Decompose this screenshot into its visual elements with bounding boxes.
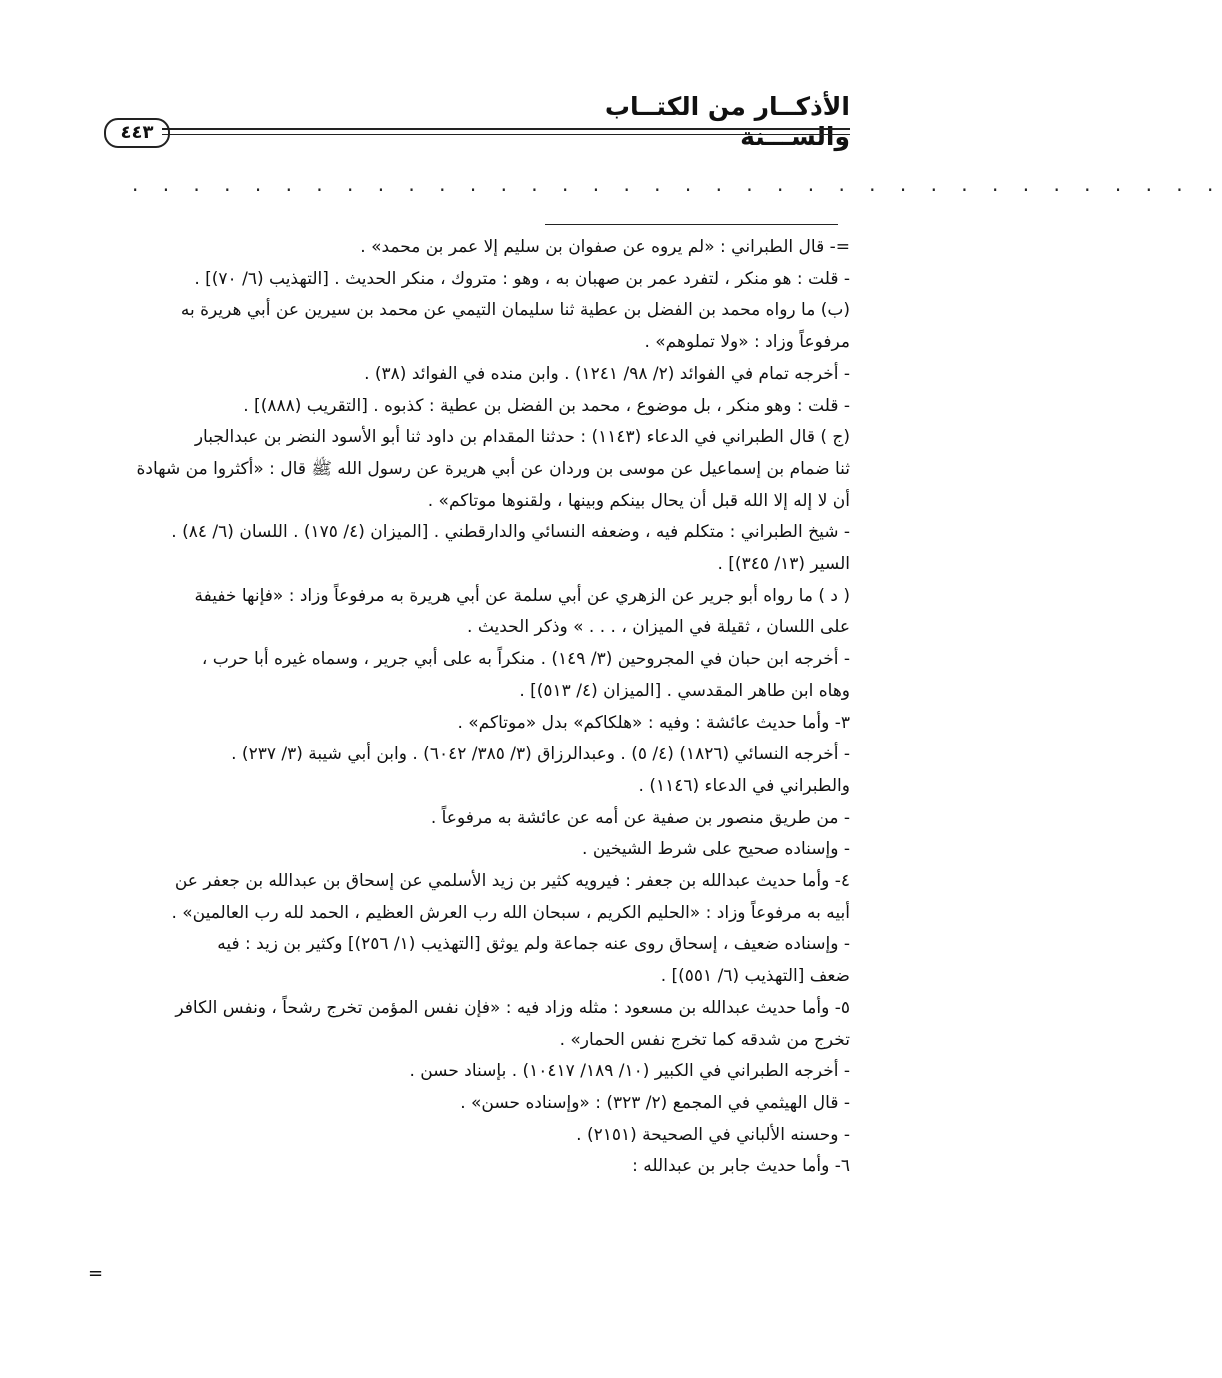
running-header-title: الأذكــار من الكتــاب والســـنة [604, 92, 850, 151]
text-line: - شيخ الطبراني : متكلم فيه ، وضعفه النسائي والدارقطني . [الميزان (٤/ ١٧٥) . اللسان (٦/ ٨٤) . [171, 522, 850, 543]
continuation-mark: = [88, 1263, 104, 1284]
text-line: والطبراني في الدعاء (١١٤٦) . [638, 775, 850, 796]
text-line: - أخرجه ابن حبان في المجروحين (٣/ ١٤٩) . منكراً به على أبي جرير ، وسماه غيره أبا حرب ، [201, 649, 850, 670]
text-line: ٦- وأما حديث جابر بن عبدالله : [632, 1156, 850, 1177]
text-line: =- قال الطبراني : «لم يروه عن صفوان بن سليم إلا عمر بن محمد» . [360, 237, 850, 257]
header-rule-thick [162, 128, 850, 130]
text-line: (ب) ما رواه محمد بن الفضل بن عطية ثنا سليمان التيمي عن محمد بن سيرين عن أبي هريرة به [180, 300, 850, 321]
text-line: - وإسناده صحيح على شرط الشيخين . [582, 839, 850, 860]
footnote-body [100, 232, 850, 1183]
text-line: ٣- وأما حديث عائشة : وفيه : «هلكاكم» بدل «موتاكم» . [457, 712, 850, 733]
text-line: مرفوعاً وزاد : «ولا تملوهم» . [644, 332, 850, 353]
text-line: - من طريق منصور بن صفية عن أمه عن عائشة به مرفوعاً . [430, 807, 850, 828]
text-line: وهاه ابن طاهر المقدسي . [الميزان (٤/ ٥١٣)] . [519, 680, 850, 701]
text-line: - أخرجه النسائي (١٨٢٦) (٤/ ٥) . وعبدالرزاق (٣/ ٣٨٥/ ٦٠٤٢) . وابن أبي شيبة (٣/ ٢٣٧) . [231, 744, 850, 765]
text-line: ضعف [التهذيب (٦/ ٥٥١)] . [660, 966, 850, 987]
text-line: أبيه به مرفوعاً وزاد : «الحليم الكريم ، سبحان الله رب العرش العظيم ، الحمد لله رب العالمين» . [171, 902, 850, 923]
header-rule-thin [162, 134, 850, 135]
text-line: ٤- وأما حديث عبدالله بن جعفر : فيرويه كثير بن زيد الأسلمي عن إسحاق بن عبدالله بن جعفر عن [174, 871, 850, 892]
text-line: ٥- وأما حديث عبدالله بن مسعود : مثله وزاد فيه : «فإن نفس المؤمن تخرج رشحاً ، ونفس الكافر [175, 997, 850, 1018]
footnote-rule [545, 224, 838, 225]
text-line: - قلت : وهو منكر ، بل موضوع ، محمد بن الفضل بن عطية : كذبوه . [التقريب (٨٨٨)] . [243, 395, 850, 416]
text-line: على اللسان ، ثقيلة في الميزان ، . . . » وذكر الحديث . [467, 617, 850, 638]
text-line: ( د ) ما رواه أبو جرير عن الزهري عن أبي سلمة عن أبي هريرة به مرفوعاً وزاد : «فإنها خفيفة [194, 585, 850, 606]
text-line: - وإسناده ضعيف ، إسحاق روى عنه جماعة ولم يوثق [التهذيب (١/ ٢٥٦)] وكثير بن زيد : فيه [217, 934, 850, 955]
text-line: - قال الهيثمي في المجمع (٢/ ٣٢٣) : «وإسناده حسن» . [460, 1092, 850, 1113]
text-line: ثنا ضمام بن إسماعيل عن موسى بن وردان عن أبي هريرة عن رسول الله ﷺ قال : «أكثروا من شهادة [136, 458, 850, 479]
text-line: - قلت : هو منكر ، لتفرد عمر بن صهبان به ، وهو : متروك ، منكر الحديث . [التهذيب (٦/ ٧٠)] . [194, 268, 850, 289]
text-line: - وحسنه الألباني في الصحيحة (٢١٥١) . [576, 1124, 850, 1145]
text-line: أن لا إله إلا الله قبل أن يحال بينكم وبينها ، ولقنوها موتاكم» . [427, 490, 850, 511]
text-line: السير (١٣/ ٣٤٥)] . [717, 554, 850, 575]
page-number: ٤٤٣ [104, 118, 170, 148]
text-line: - أخرجه الطبراني في الكبير (١٠/ ١٨٩/ ١٠٤١٧) . بإسناد حسن . [409, 1061, 850, 1082]
dotted-separator: . . . . . . . . . . . . . . . . . . . . . . . . . . . . . . . . . . . . [132, 172, 1222, 196]
text-line: (ج ) قال الطبراني في الدعاء (١١٤٣) : حدثنا المقدام بن داود ثنا أبو الأسود النضر بن عبدالجبار [194, 427, 850, 448]
text-line: - أخرجه تمام في الفوائد (٢/ ٩٨/ ١٢٤١) . وابن منده في الفوائد (٣٨) . [364, 363, 850, 384]
text-line: تخرج من شدقه كما تخرج نفس الحمار» . [559, 1029, 850, 1050]
